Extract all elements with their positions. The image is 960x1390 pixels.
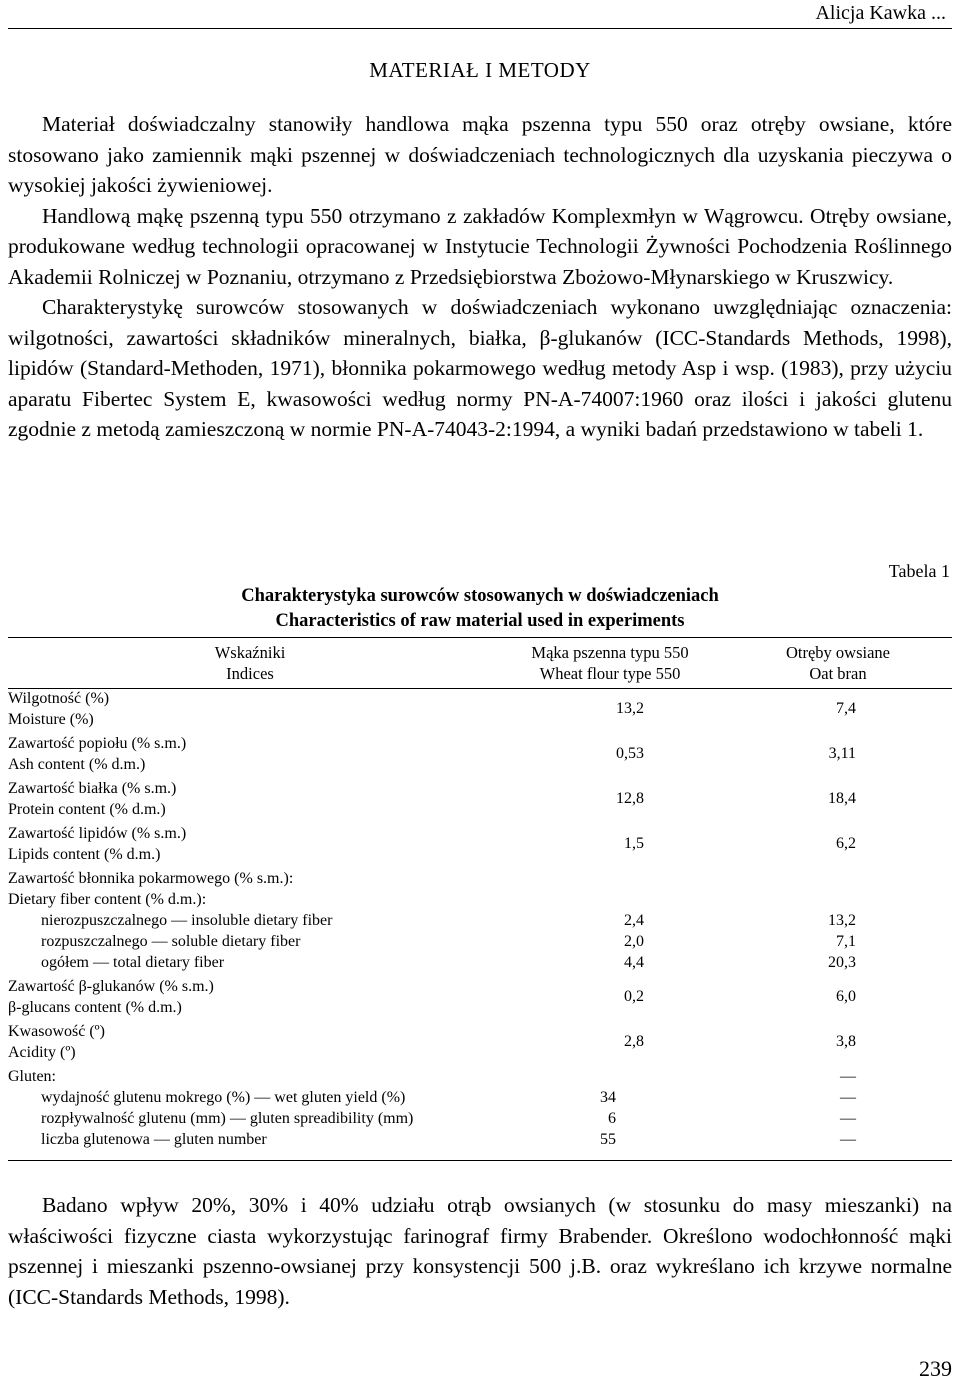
table-row [8, 1021, 952, 1066]
row-label-en: β-glucans content (% d.m.) [8, 999, 182, 1016]
table-row [8, 778, 952, 823]
table-caption [100, 584, 860, 634]
cell-bran: 7,4 [836, 700, 856, 717]
table-row [8, 1087, 952, 1108]
table-caption-en: Characteristics of raw material used in experiments [275, 611, 685, 631]
body-text-top [8, 109, 952, 445]
row-label: ogółem — total dietary fiber [41, 954, 225, 971]
header-rule [8, 28, 952, 29]
cell-bran: 6,2 [836, 835, 856, 852]
header-wheat-pl: Mąka pszenna typu 550 [531, 643, 689, 662]
table-rule-bottom [8, 1160, 952, 1161]
header-wheat-en: Wheat flour type 550 [539, 664, 681, 683]
row-label-pl: Zawartość błonnika pokarmowego (% s.m.): [8, 870, 294, 887]
paragraph: Badano wpływ 20%, 30% i 40% udziału otrąb owsianych (w stosunku do masy mieszanki) na właściwości fizyczne ciasta wykorzystując farinograf firmy Brabender. Określono wodochłonność mąki pszennej i mieszanki pszenno-owsianej przy konsystencji 500 j.B. oraz wykreślano ich krzywe normalne (ICC-Standards Methods, 1998). [8, 1193, 952, 1309]
cell-bran: 7,1 [836, 933, 856, 950]
cell-bran: 18,4 [828, 790, 856, 807]
row-label-pl: Kwasowość (º) [8, 1023, 105, 1040]
row-label-pl: Zawartość lipidów (% s.m.) [8, 825, 187, 842]
header-bran-pl: Otręby owsiane [785, 643, 890, 662]
row-label: rozpuszczalnego — soluble dietary fiber [41, 933, 301, 950]
cell-wheat: 2,0 [624, 933, 644, 950]
cell-bran: 20,3 [828, 954, 856, 971]
cell-wheat: 55 [600, 1131, 616, 1148]
header-wheat-flour [490, 642, 730, 684]
row-label-en: Lipids content (% d.m.) [8, 846, 161, 863]
table-row [8, 733, 952, 778]
cell-wheat: 2,4 [624, 912, 644, 929]
table-row [8, 931, 952, 952]
cell-bran: 3,11 [828, 745, 856, 762]
cell-wheat: 2,8 [624, 1033, 644, 1050]
header-indices [140, 642, 360, 684]
cell-bran: 3,8 [836, 1033, 856, 1050]
cell-wheat: 0,2 [624, 988, 644, 1005]
row-label: Gluten: [8, 1068, 56, 1085]
cell-wheat: 13,2 [616, 700, 644, 717]
table-rule-top [8, 637, 952, 638]
table-row [8, 1066, 952, 1087]
paragraph: Handlową mąkę pszenną typu 550 otrzymano z zakładów Komplexmłyn w Wągrowcu. Otręby owsiane, produkowane według technologii opracowanej w Instytucie Technologii Żywności Pochodzenia Roślinnego Akademii Rolniczej w Poznaniu, otrzymano z Przedsiębiorstwa Zbożowo-Młynarskiego w Kruszwicy. [8, 203, 952, 289]
paragraph: Charakterystykę surowców stosowanych w doświadczeniach wykonano uwzględniając oznaczenia: wilgotności, zawartości składników mineralnych, białka, β-glukanów (ICC-Standards Methods, 1998), lipidów (Standard-Methoden, 1971), błonnika pokarmowego według metody Asp i wsp. (1983), przy użyciu aparatu Fibertec System E, kwasowości według normy PN-A-74007:1960 oraz ilości i jakości glutenu zgodnie z metodą zamieszczoną w normie PN-A-74043-2:1994, a wyniki badań przedstawiono w tabeli 1. [8, 295, 952, 441]
table-label: Tabela 1 [888, 561, 950, 581]
cell-wheat: 0,53 [616, 745, 644, 762]
cell-wheat: 1,5 [624, 835, 644, 852]
cell-wheat: 12,8 [616, 790, 644, 807]
page-number: 239 [919, 1356, 952, 1381]
table-row [8, 976, 952, 1021]
cell-bran: — [840, 1131, 856, 1148]
table-row [8, 952, 952, 976]
row-label-en: Ash content (% d.m.) [8, 756, 146, 773]
row-label-pl: Zawartość popiołu (% s.m.) [8, 735, 187, 752]
row-label-en: Protein content (% d.m.) [8, 801, 166, 818]
table-row [8, 1108, 952, 1129]
header-oat-bran [740, 642, 936, 684]
cell-bran: — [840, 1089, 856, 1106]
cell-bran: — [840, 1068, 856, 1085]
row-label: wydajność glutenu mokrego (%) — wet gluten yield (%) [41, 1089, 406, 1106]
row-label-en: Moisture (%) [8, 711, 94, 728]
header-bran-en: Oat bran [809, 664, 867, 683]
row-label: liczba glutenowa — gluten number [41, 1131, 267, 1148]
body-text-bottom [8, 1190, 952, 1312]
header-indices-en: Indices [226, 664, 274, 683]
row-label-en: Dietary fiber content (% d.m.): [8, 891, 207, 908]
row-label-pl: Wilgotność (%) [8, 690, 110, 707]
cell-bran: 6,0 [836, 988, 856, 1005]
cell-wheat: 6 [608, 1110, 616, 1127]
cell-bran: 13,2 [828, 912, 856, 929]
cell-bran: — [840, 1110, 856, 1127]
header-indices-pl: Wskaźniki [214, 643, 286, 662]
row-label: rozpływalność glutenu (mm) — gluten spreadibility (mm) [41, 1110, 414, 1127]
cell-wheat: 34 [600, 1089, 616, 1106]
cell-wheat: 4,4 [624, 954, 644, 971]
table-row [8, 823, 952, 868]
row-label-pl: Zawartość białka (% s.m.) [8, 780, 177, 797]
table-caption-pl: Charakterystyka surowców stosowanych w doświadczeniach [241, 586, 719, 606]
table-row [8, 868, 952, 889]
table-body [8, 688, 952, 1150]
row-label: nierozpuszczalnego — insoluble dietary fiber [41, 912, 333, 929]
running-head: Alicja Kawka ... [815, 2, 946, 24]
table-row [8, 688, 952, 733]
section-title: MATERIAŁ I METODY [369, 58, 591, 82]
row-label-en: Acidity (º) [8, 1044, 76, 1061]
table-row [8, 910, 952, 931]
table-row [8, 1129, 952, 1150]
row-label-pl: Zawartość β-glukanów (% s.m.) [8, 978, 214, 995]
table-row [8, 889, 952, 910]
paragraph: Materiał doświadczalny stanowiły handlowa mąka pszenna typu 550 oraz otręby owsiane, które stosowano jako zamiennik mąki pszennej w doświadczeniach technologicznych dla uzyskania pieczywa o wysokiej jakości żywieniowej. [8, 112, 952, 197]
